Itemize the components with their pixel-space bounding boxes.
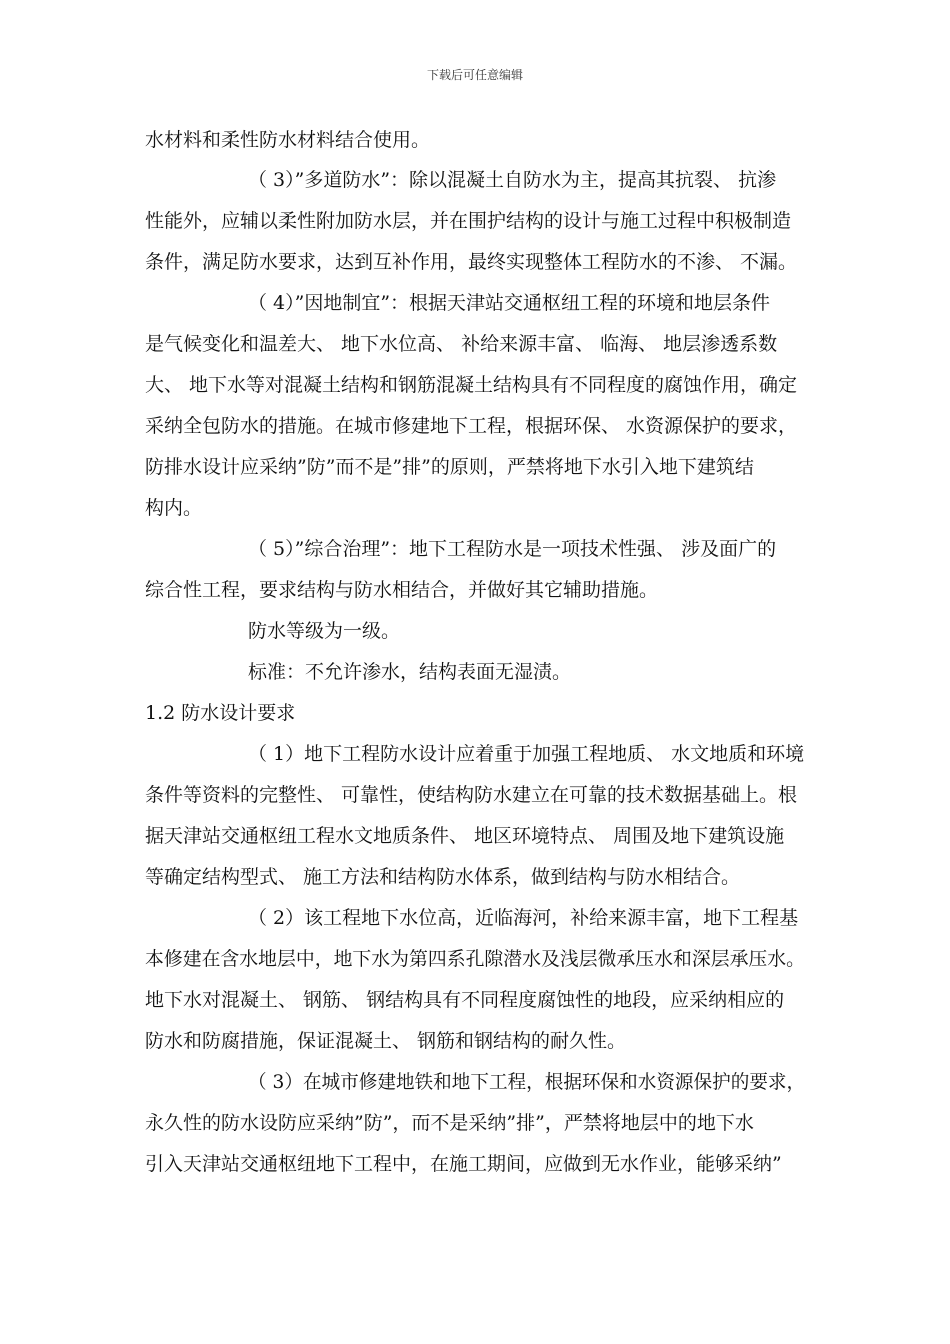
text-line: （ 4）”因地制宜”：根据天津站交通枢纽工程的环境和地层条件 [248,292,771,314]
page-header: 下载后可任意编辑 [426,68,523,82]
text-line: （ 1）地下工程防水设计应着重于加强工程地质、 水文地质和环境 [248,743,805,765]
text-line: 防水和防腐措施，保证混凝土、 钢筋和钢结构的耐久性。 [145,1030,627,1052]
text-line: 采纳全包防水的措施。在城市修建地下工程，根据环保、 水资源保护的要求， [145,415,798,437]
text-line: 本修建在含水地层中，地下水为第四系孔隙潜水及浅层微承压水和深层承压水。 [145,948,806,970]
text-line: （ 3）在城市修建地铁和地下工程，根据环保和水资源保护的要求， [248,1071,806,1093]
text-line: 条件，满足防水要求，达到互补作用，最终实现整体工程防水的不渗、 不漏。 [145,251,798,273]
text-line: 防排水设计应采纳”防”而不是”排”的原则，严禁将地下水引入地下建筑结 [145,456,754,478]
text-line: 水材料和柔性防水材料结合使用。 [145,129,431,151]
text-line: （ 3）”多道防水”：除以混凝土自防水为主，提高其抗裂、 抗渗 [248,169,777,191]
text-line: 综合性工程，要求结构与防水相结合，并做好其它辅助措施。 [145,579,659,601]
text-line: 构内。 [145,497,203,519]
text-line: 标准：不允许渗水，结构表面无湿渍。 [248,661,572,683]
text-line: （ 5）”综合治理”：地下工程防水是一项技术性强、 涉及面广的 [248,538,777,560]
text-line: 1.2 防水设计要求 [145,702,296,724]
text-line: 等确定结构型式、 施工方法和结构防水体系，做到结构与防水相结合。 [145,866,741,888]
text-line: 条件等资料的完整性、 可靠性，使结构防水建立在可靠的技术数据基础上。根 [145,784,798,806]
text-line: 是气候变化和温差大、 地下水位高、 补给来源丰富、 临海、 地层渗透系数 [145,333,778,355]
text-line: 大、 地下水等对混凝土结构和钢筋混凝土结构具有不同程度的腐蚀作用，确定 [145,374,798,396]
text-line: 引入天津站交通枢纽地下工程中，在施工期间，应做到无水作业，能够采纳” [145,1153,782,1175]
text-line: 据天津站交通枢纽工程水文地质条件、 地区环境特点、 周围及地下建筑设施 [145,825,785,847]
text-line: （ 2）该工程地下水位高，近临海河，补给来源丰富，地下工程基 [248,907,799,929]
text-line: 永久性的防水设防应采纳”防”，而不是采纳”排”，严禁将地层中的地下水 [145,1112,754,1134]
text-line: 性能外，应辅以柔性附加防水层，并在围护结构的设计与施工过程中积极制造 [145,210,792,232]
text-line: 防水等级为一级。 [248,620,401,642]
text-line: 地下水对混凝土、 钢筋、 钢结构具有不同程度腐蚀性的地段，应采纳相应的 [145,989,785,1011]
